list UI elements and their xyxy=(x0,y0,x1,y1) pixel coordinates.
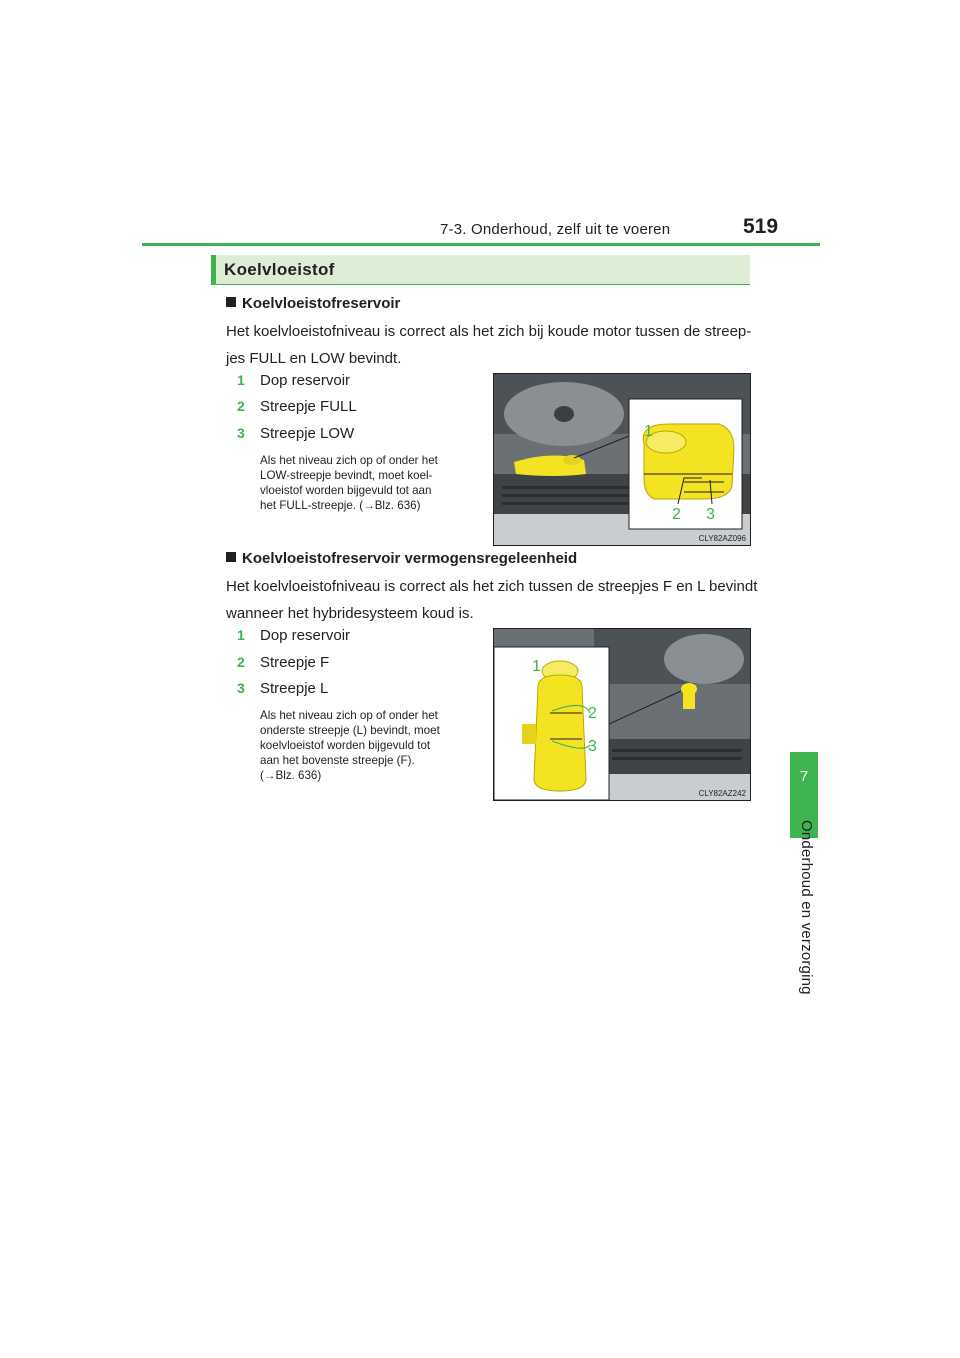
callout-number: 1 xyxy=(237,372,245,388)
note-text xyxy=(260,453,463,513)
paragraph-line: wanneer het hybridesysteem koud is. xyxy=(226,605,474,622)
note-line: het FULL-streepje. (→Blz. 636) xyxy=(260,499,421,512)
note-line: Als het niveau zich op of onder het xyxy=(260,454,438,467)
image-callout: 1 xyxy=(644,423,653,440)
paragraph-pcu-reservoir xyxy=(226,573,786,627)
chapter-number: 7 xyxy=(799,768,809,785)
callout-number: 2 xyxy=(237,398,245,414)
engine-illustration xyxy=(494,629,750,800)
paragraph-line: Het koelvloeistofniveau is correct als het zich bij koude motor tussen de streep- xyxy=(226,323,752,340)
running-header: 7-3. Onderhoud, zelf uit te voeren xyxy=(440,221,671,238)
paragraph-line: Het koelvloeistofniveau is correct als het zich tussen de streepjes F en L bevindt xyxy=(226,578,758,595)
header-rule xyxy=(142,243,820,246)
callout-number: 3 xyxy=(237,680,245,696)
square-bullet-icon xyxy=(226,552,236,562)
image-code: CLY82AZ242 xyxy=(698,789,746,798)
note-line: LOW-streepje bevindt, moet koel- xyxy=(260,469,433,482)
note-line: onderste streepje (L) bevindt, moet xyxy=(260,724,440,737)
list-item-label: Streepje L xyxy=(260,680,329,697)
paragraph-reservoir xyxy=(226,318,786,372)
callout-number: 1 xyxy=(237,627,245,643)
image-callout: 3 xyxy=(706,506,715,523)
image-callout: 3 xyxy=(588,738,597,755)
engine-photo-pcu-reservoir xyxy=(493,628,751,801)
chapter-title: Onderhoud en verzorging xyxy=(798,820,815,995)
note-text xyxy=(260,708,463,783)
list-item-label: Streepje F xyxy=(260,654,330,671)
note-line: aan het bovenste streepje (F). xyxy=(260,754,415,767)
subheading-pcu-reservoir xyxy=(226,550,577,567)
image-callout: 1 xyxy=(532,658,541,675)
note-line: koelvloeistof worden bijgevuld tot xyxy=(260,739,431,752)
list-item-label: Dop reservoir xyxy=(260,627,351,644)
image-callout: 2 xyxy=(588,705,597,722)
image-code: CLY82AZ096 xyxy=(698,534,746,543)
list-item-label: Streepje LOW xyxy=(260,425,355,442)
paragraph-line: jes FULL en LOW bevindt. xyxy=(226,350,402,367)
page-number: 519 xyxy=(743,215,779,238)
subheading-text: Koelvloeistofreservoir xyxy=(242,295,401,312)
square-bullet-icon xyxy=(226,297,236,307)
note-line: (→Blz. 636) xyxy=(260,769,322,782)
callout-number: 3 xyxy=(237,425,245,441)
image-callout: 2 xyxy=(672,506,681,523)
list-item-label: Streepje FULL xyxy=(260,398,357,415)
callout-number: 2 xyxy=(237,654,245,670)
note-line: Als het niveau zich op of onder het xyxy=(260,709,438,722)
engine-illustration xyxy=(494,374,750,545)
engine-photo-reservoir xyxy=(493,373,751,546)
note-line: vloeistof worden bijgevuld tot aan xyxy=(260,484,432,497)
subheading-reservoir xyxy=(226,295,400,312)
section-title: Koelvloeistof xyxy=(224,260,335,279)
list-item-label: Dop reservoir xyxy=(260,372,351,389)
subheading-text: Koelvloeistofreservoir vermogensregeleenheid xyxy=(242,550,578,567)
